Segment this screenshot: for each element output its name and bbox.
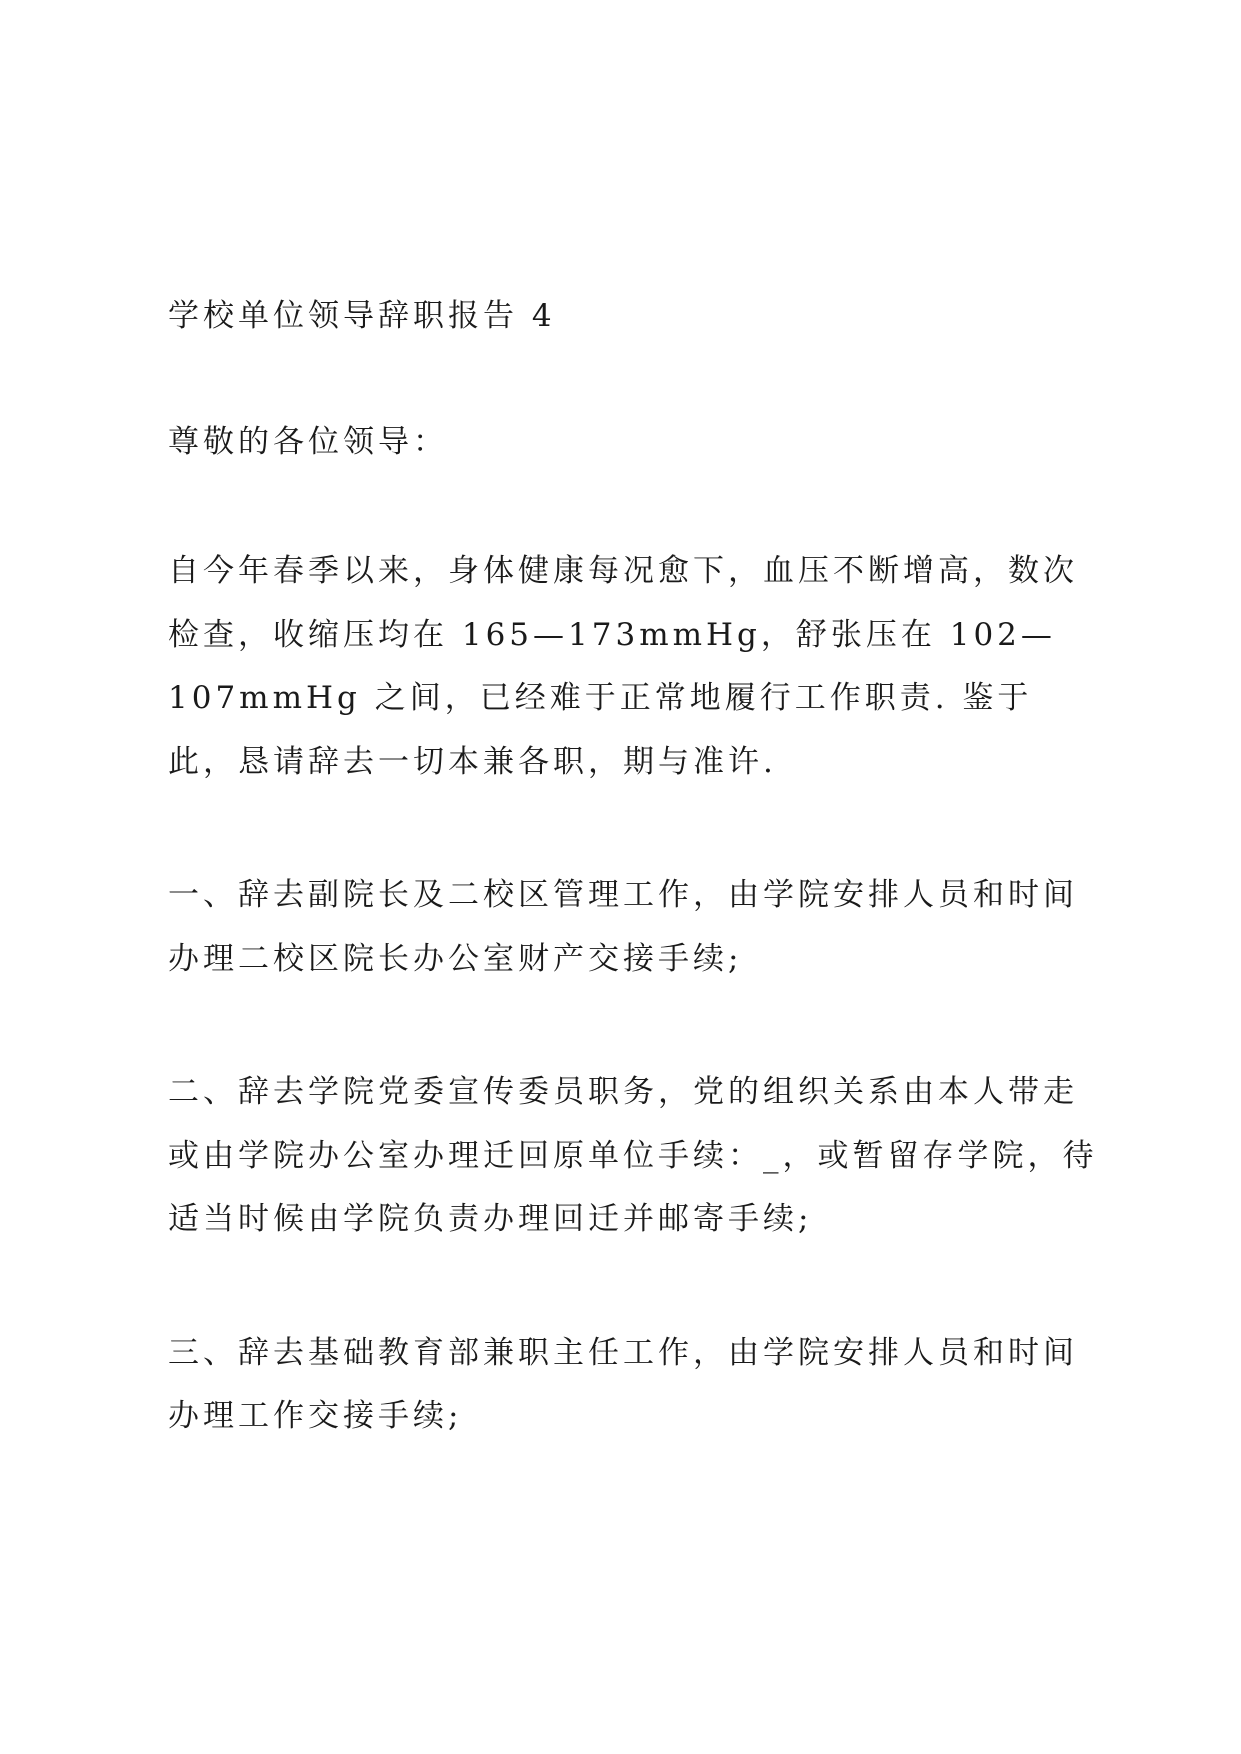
document-title: 学校单位领导辞职报告 4 bbox=[168, 298, 556, 334]
salutation: 尊敬的各位领导： bbox=[168, 424, 448, 460]
paragraph-item-2: 二、辞去学院党委宣传委员职务，党的组织关系由本人带走或由学院办公室办理迁回原单位手续：_，或暂留存学院，待适当时候由学院负责办理回迁并邮寄手续; bbox=[168, 1074, 1098, 1237]
document-body bbox=[168, 288, 1098, 1449]
paragraph-item-1: 一、辞去副院长及二校区管理工作，由学院安排人员和时间办理二校区院长办公室财产交接手续; bbox=[168, 877, 1078, 977]
paragraph-health-reason: 自今年春季以来，身体健康每况愈下，血压不断增高，数次检查，收缩压均在 165—173mmHg，舒张压在 102—107mmHg 之间，已经难于正常地履行工作职责. 鉴于此，恳请辞去一切本兼各职，期与准许. bbox=[168, 553, 1078, 780]
paragraph-item-3: 三、辞去基础教育部兼职主任工作，由学院安排人员和时间办理工作交接手续; bbox=[168, 1334, 1078, 1434]
